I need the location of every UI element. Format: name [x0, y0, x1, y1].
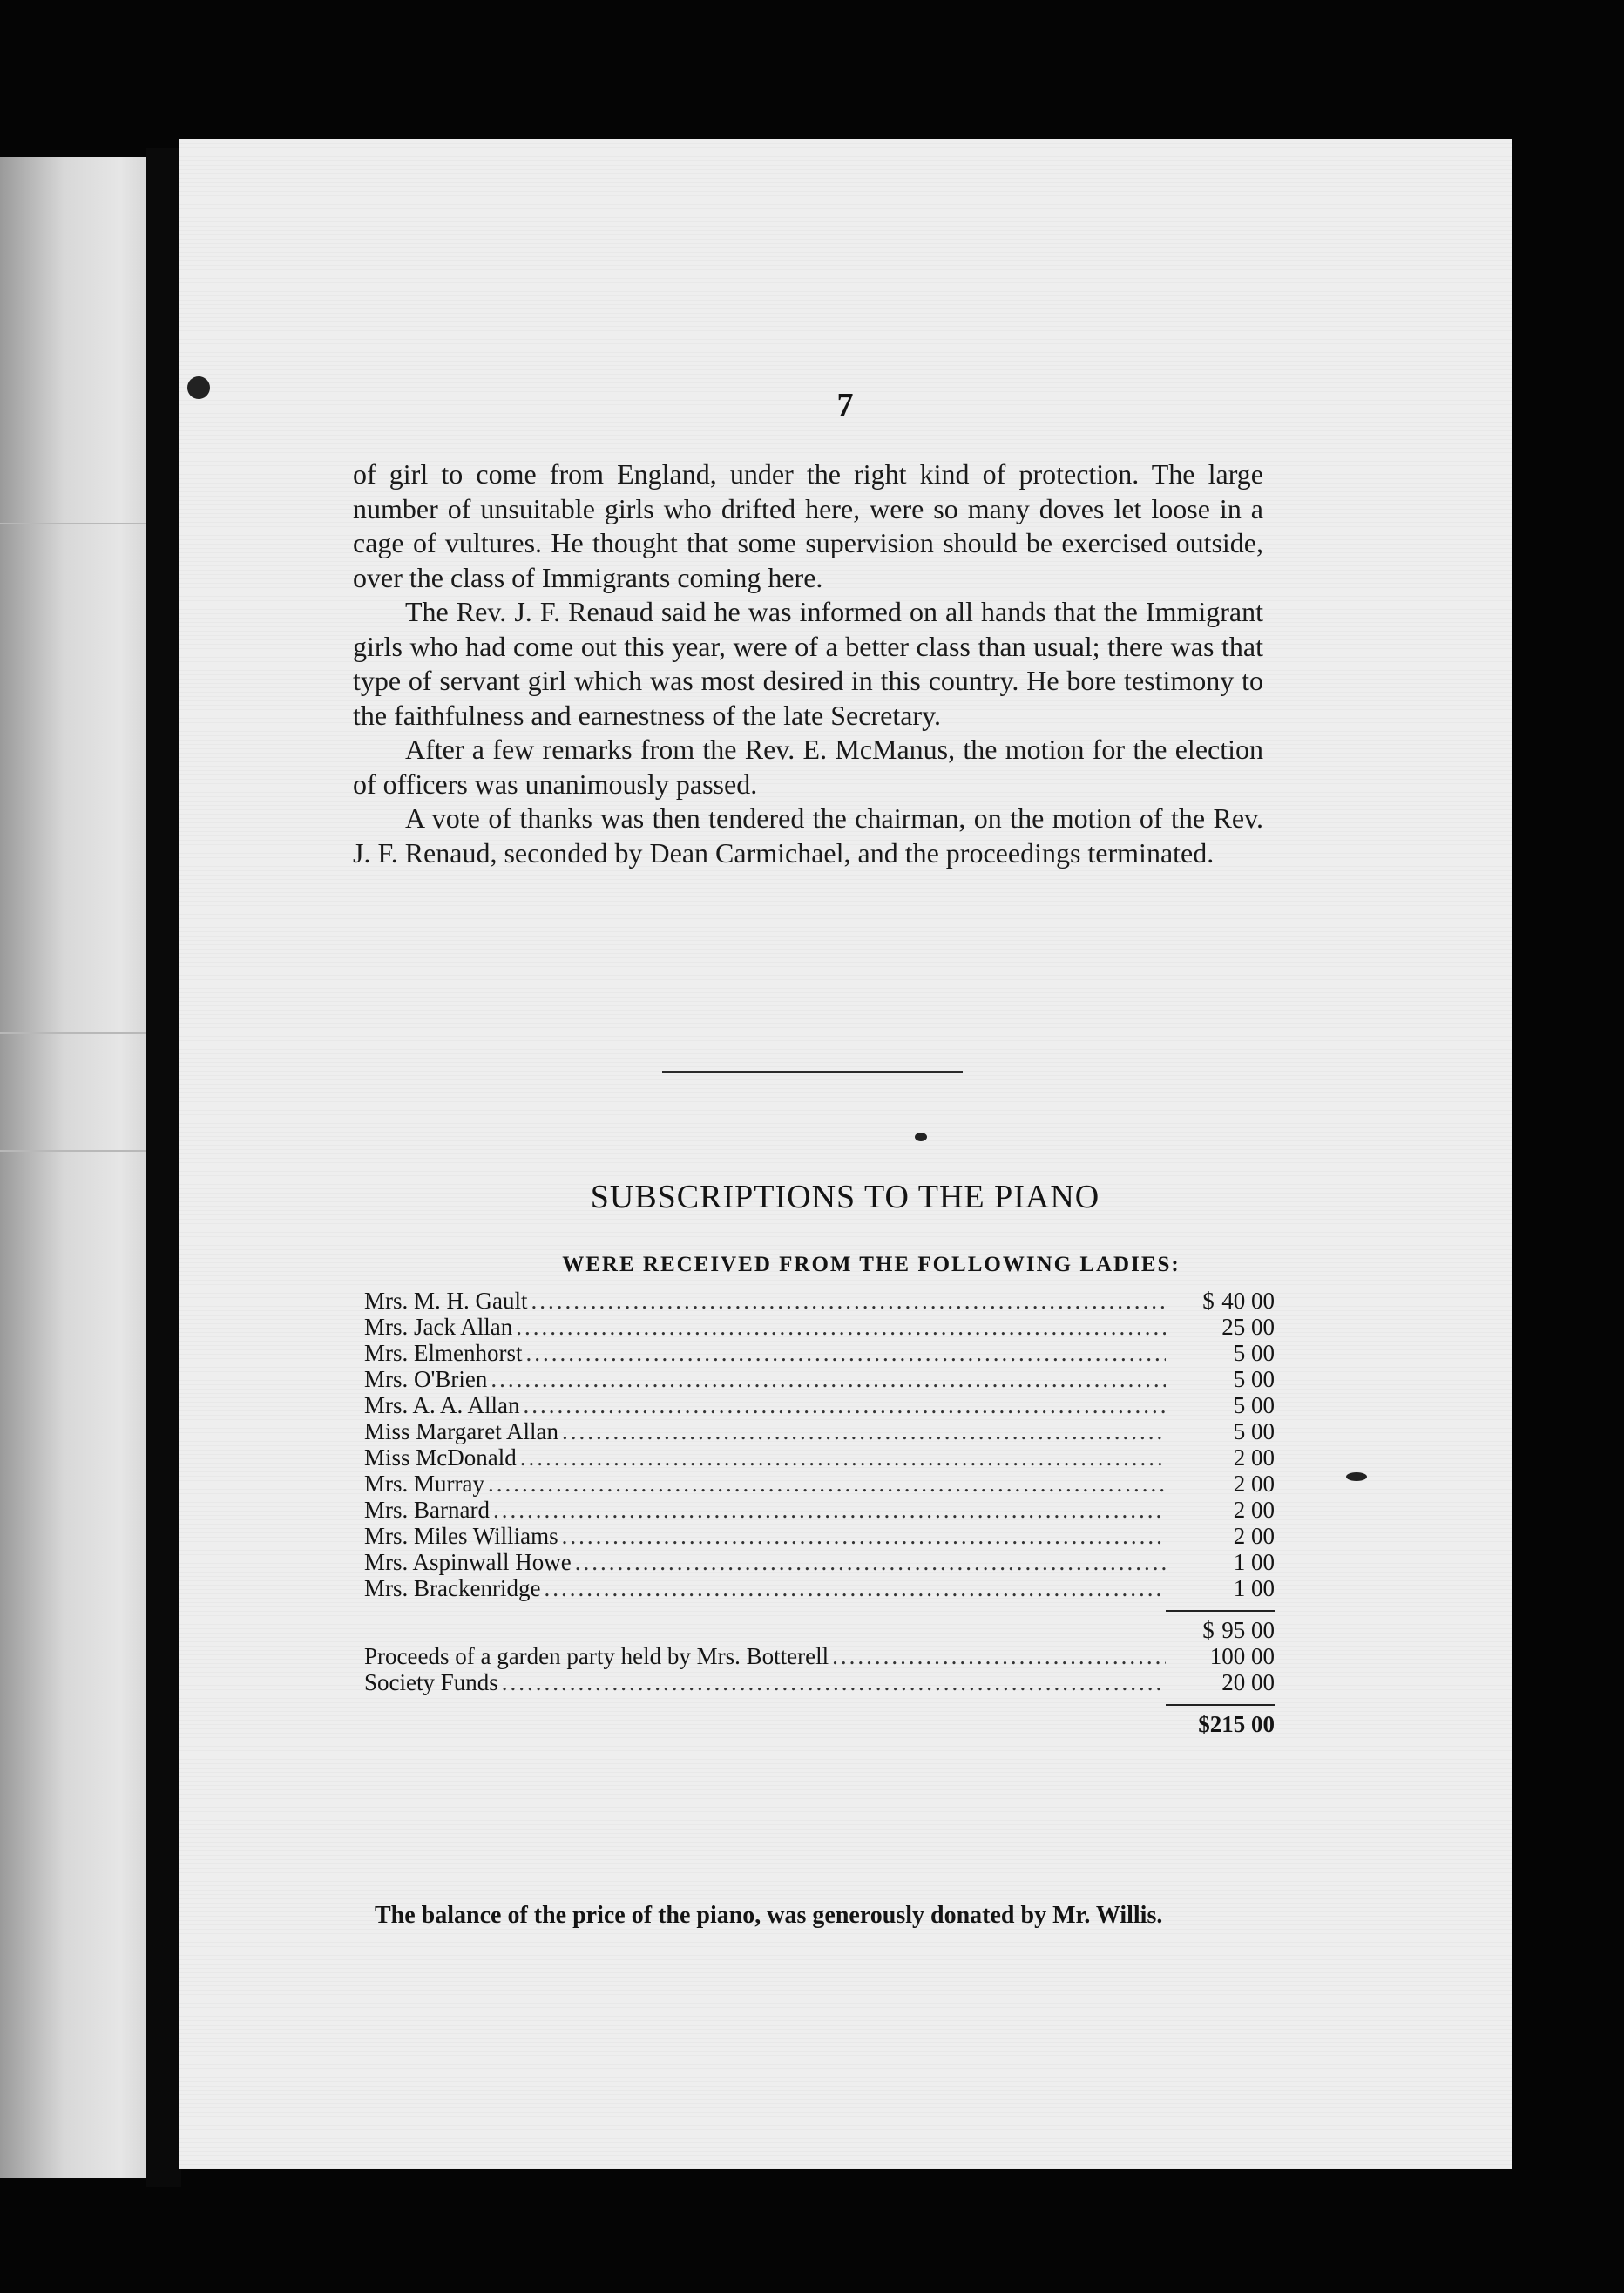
list-item	[364, 1418, 1275, 1444]
subscriptions-title: SUBSCRIPTIONS TO THE PIANO	[590, 1179, 1100, 1215]
ink-speck	[1346, 1472, 1367, 1481]
subscription-amount: 5 00	[1233, 1340, 1275, 1366]
source-name: Society Funds	[364, 1669, 498, 1695]
subscription-amount: 1 00	[1233, 1549, 1275, 1575]
list-item	[364, 1575, 1275, 1601]
source-name: Proceeds of a garden party held by Mrs. Botterell	[364, 1643, 829, 1669]
list-item	[364, 1549, 1275, 1575]
subscriber-name: Mrs. Murray	[364, 1471, 484, 1497]
body-text	[353, 457, 1263, 870]
subscriber-name: Mrs. M. H. Gault	[364, 1288, 528, 1314]
list-item	[364, 1471, 1275, 1497]
list-item	[364, 1643, 1275, 1669]
subscription-amount: 5 00	[1233, 1418, 1275, 1444]
subscriber-name: Mrs. Elmenhorst	[364, 1340, 523, 1366]
subscription-amount: 5 00	[1233, 1392, 1275, 1418]
source-amount: 20 00	[1221, 1669, 1275, 1695]
subscription-amount: 5 00	[1233, 1366, 1275, 1392]
list-item	[364, 1340, 1275, 1366]
book-spine	[146, 148, 181, 2187]
subscriber-name: Mrs. Barnard	[364, 1497, 490, 1523]
subtotal-row	[364, 1617, 1275, 1643]
document-page	[179, 139, 1512, 2169]
facing-page-edge	[0, 157, 161, 2178]
ink-speck	[915, 1133, 927, 1141]
sum-rule	[1166, 1610, 1275, 1612]
currency-sign: $	[1202, 1617, 1215, 1643]
subscription-amount: 2 00	[1233, 1444, 1275, 1471]
subscriber-name: Mrs. A. A. Allan	[364, 1392, 520, 1418]
subscription-list	[364, 1288, 1275, 1737]
paragraph: The Rev. J. F. Renaud said he was informed on all hands that the Immigrant girls who had come out this year, were of a better class than usual; there was that type of servant girl which was most desired in this country. He bore testimony to the faithfulness and earnestness of the late Secretary.	[353, 596, 1263, 731]
subtotal-amount: 95 00	[1221, 1617, 1275, 1643]
subscription-amount: 25 00	[1221, 1314, 1275, 1340]
list-item	[364, 1669, 1275, 1695]
subscription-amount: 1 00	[1233, 1575, 1275, 1601]
section-divider	[662, 1071, 963, 1073]
subscriber-name: Miss Margaret Allan	[364, 1418, 558, 1444]
currency-sign: $	[1202, 1288, 1215, 1314]
subscription-amount: 2 00	[1233, 1497, 1275, 1523]
subscriber-name: Mrs. Brackenridge	[364, 1575, 541, 1601]
list-item	[364, 1392, 1275, 1418]
paragraph: of girl to come from England, under the right kind of protection. The large number of unsuitable girls who drifted here, were so many doves let loose in a cage of vultures. He thought that some supervision should be exercised outside, over the class of Immigrants coming here.	[353, 458, 1263, 593]
ink-speck	[187, 376, 210, 399]
subscription-amount: 2 00	[1233, 1523, 1275, 1549]
list-item	[364, 1444, 1275, 1471]
list-item	[364, 1523, 1275, 1549]
subscriber-name: Mrs. Aspinwall Howe	[364, 1549, 572, 1575]
paragraph: After a few remarks from the Rev. E. McManus, the motion for the election of officers was unanimously passed.	[353, 734, 1263, 800]
total-row	[364, 1711, 1275, 1737]
source-amount: 100 00	[1209, 1643, 1275, 1669]
list-item	[364, 1288, 1275, 1314]
subscriber-name: Mrs. O'Brien	[364, 1366, 488, 1392]
subscriptions-subtitle: WERE RECEIVED FROM THE FOLLOWING LADIES:	[562, 1253, 1181, 1276]
list-item	[364, 1314, 1275, 1340]
subscription-amount: 40 00	[1221, 1288, 1275, 1314]
subscriber-name: Miss McDonald	[364, 1444, 517, 1471]
list-item	[364, 1497, 1275, 1523]
subscriber-name: Mrs. Miles Williams	[364, 1523, 558, 1549]
page-number: 7	[836, 387, 854, 423]
subscription-amount: 2 00	[1233, 1471, 1275, 1497]
balance-note: The balance of the price of the piano, was generously donated by Mr. Willis.	[375, 1902, 1163, 1929]
total-amount: $215 00	[1198, 1711, 1275, 1737]
subscriber-name: Mrs. Jack Allan	[364, 1314, 513, 1340]
list-item	[364, 1366, 1275, 1392]
paragraph: A vote of thanks was then tendered the chairman, on the motion of the Rev. J. F. Renaud, seconded by Dean Carmichael, and the proceedings terminated.	[353, 802, 1263, 869]
sum-rule	[1166, 1704, 1275, 1706]
